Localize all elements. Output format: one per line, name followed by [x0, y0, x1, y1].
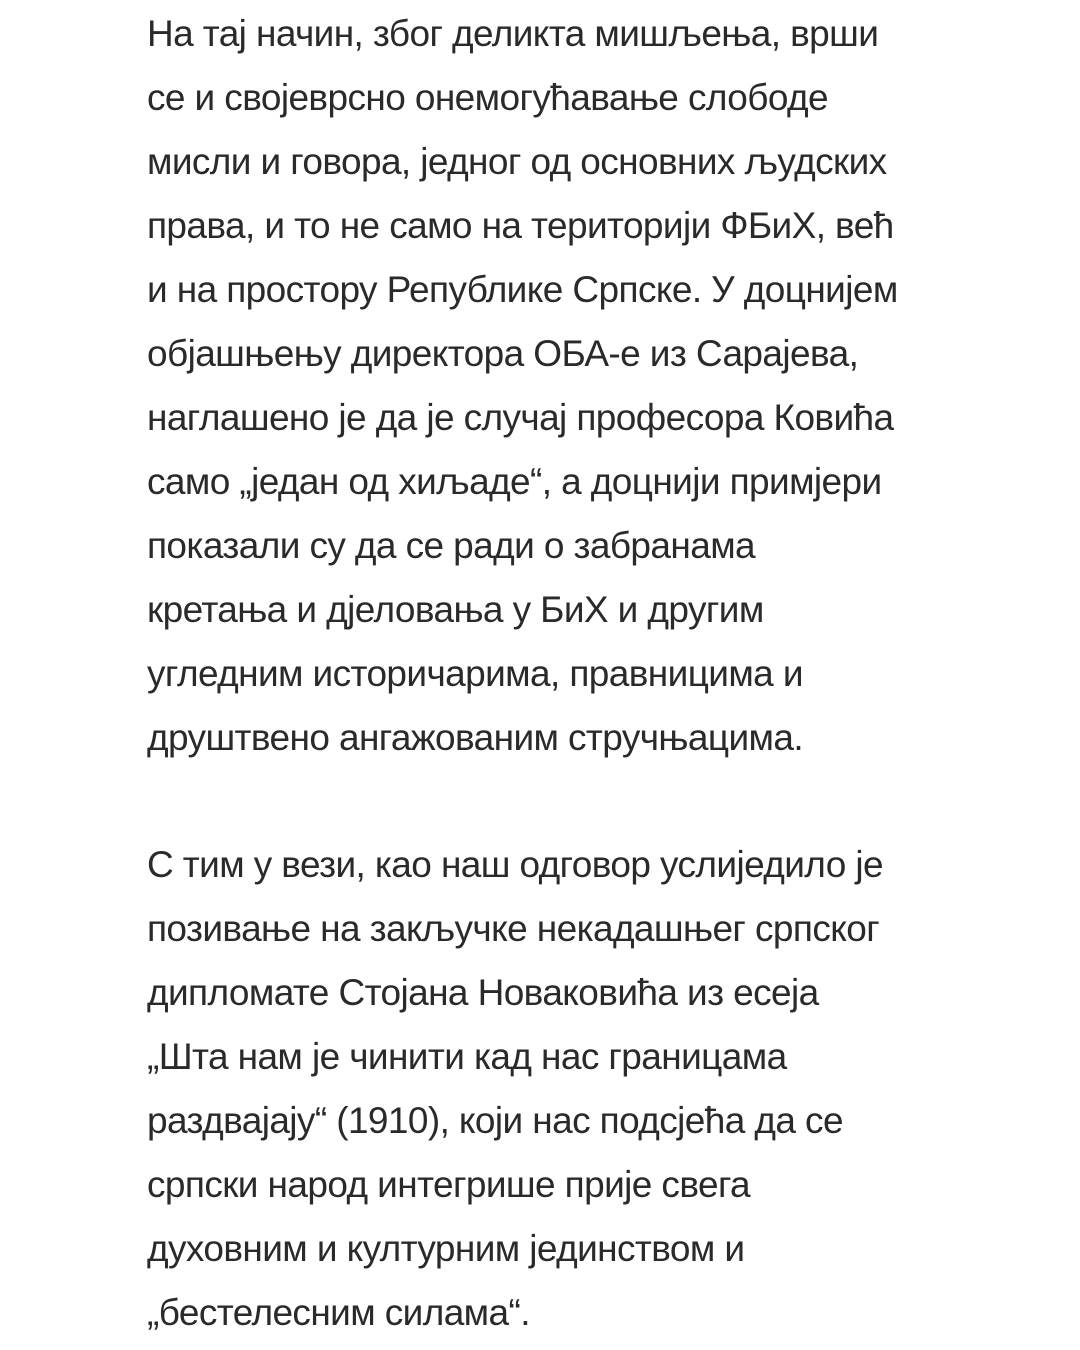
text-line: мисли и говора, једног од основних људских [147, 141, 887, 182]
text-line: „бестелесним силама“. [147, 1292, 530, 1333]
text-line: се и својеврсно онемогућавање слободе [147, 77, 828, 118]
text-line: показали су да се ради о забранама [147, 525, 756, 566]
text-line: С тим у вези, као наш одговор услиједило је [147, 844, 883, 885]
text-line: и на простору Републике Српске. У доцнијем [147, 269, 898, 310]
text-line: дипломате Стојана Новаковића из есеја [147, 972, 819, 1013]
text-line: угледним историчарима, правницима и [147, 653, 803, 694]
text-line: кретања и дјеловања у БиХ и другим [147, 589, 764, 630]
text-line: српски народ интегрише прије свега [147, 1164, 750, 1205]
text-line: само „један од хиљаде“, а доцнији примјери [147, 461, 882, 502]
text-line: духовним и културним јединством и [147, 1228, 745, 1269]
text-line: раздвајају“ (1910), који нас подсјећа да се [147, 1100, 843, 1141]
text-line: „Шта нам је чинити кад нас границама [147, 1036, 787, 1077]
text-line: позивање на закључке некадашњег српског [147, 908, 880, 949]
text-line: друштвено ангажованим стручњацима. [147, 717, 804, 758]
text-line: права, и то не само на територији ФБиХ, већ [147, 205, 894, 246]
text-line: На тај начин, због деликта мишљења, врши [147, 13, 879, 54]
text-line: наглашено је да је случај професора Ковића [147, 397, 894, 438]
text-line: објашњењу директора ОБА-е из Сарајева, [147, 333, 859, 374]
